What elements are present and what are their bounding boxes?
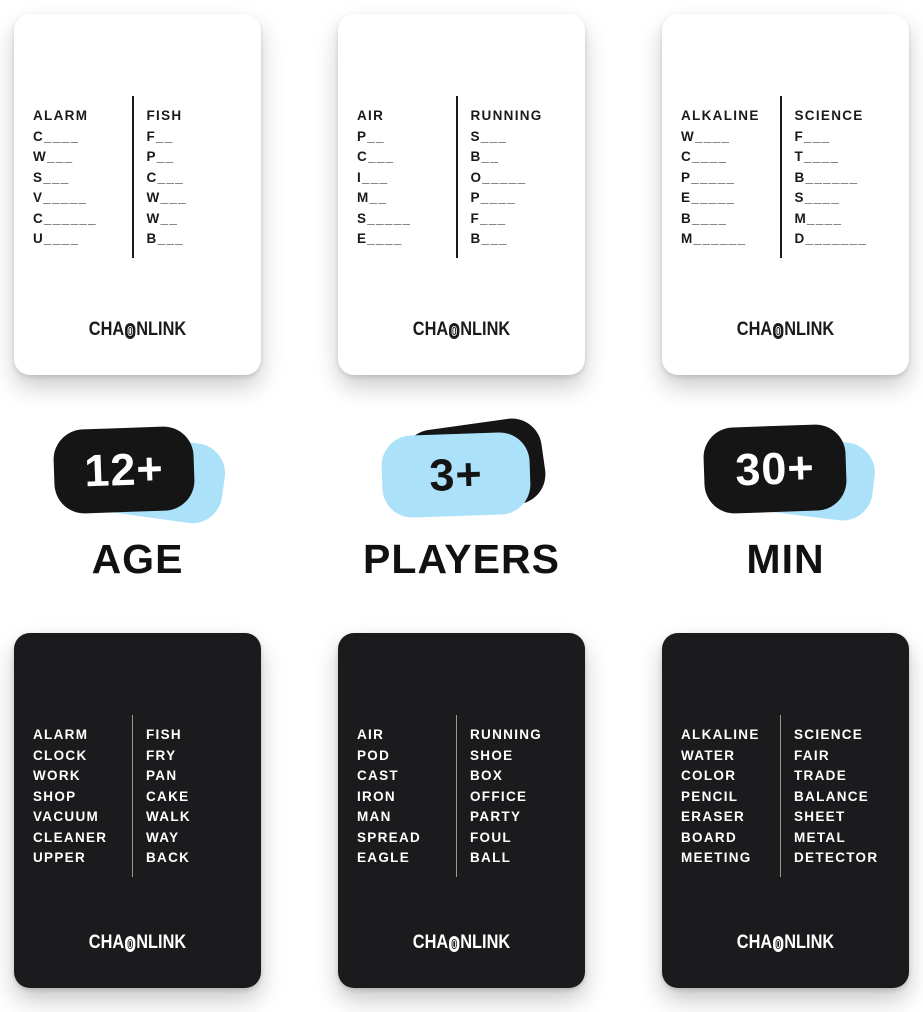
word-line: S_____ [357, 210, 412, 226]
card-left-column [662, 713, 780, 869]
word-line: F__ [146, 128, 174, 144]
word-line: C____ [33, 128, 80, 144]
brand-suffix: NLINK [136, 319, 187, 340]
word-line: WORK [33, 768, 81, 783]
word-line: EAGLE [357, 850, 411, 865]
word-line: DETECTOR [794, 850, 879, 865]
word-line: W__ [146, 210, 179, 226]
word-line: POD [357, 747, 391, 763]
word-line: S____ [794, 190, 841, 205]
brand-prefix: CHA [412, 932, 449, 953]
word-line: W____ [681, 128, 731, 144]
word-line: T____ [794, 149, 840, 164]
word-line: WALK [146, 809, 191, 824]
min-badge [662, 424, 909, 583]
word-line: BACK [146, 850, 191, 865]
word-line: OFFICE [470, 788, 528, 804]
word-line: M____ [794, 210, 843, 226]
age-label: AGE [91, 536, 184, 582]
word-line: C___ [146, 169, 184, 185]
card-columns [14, 94, 261, 258]
players-value: 3+ [427, 448, 484, 501]
word-line: B____ [681, 210, 728, 226]
word-line: WATER [681, 747, 736, 763]
word-line: ALKALINE [681, 727, 760, 742]
chain-link-icon [449, 323, 459, 339]
blue-blob-shape [380, 431, 531, 518]
age-badge-blob [48, 424, 228, 522]
brand-prefix: CHA [736, 932, 773, 953]
word-line: O_____ [470, 169, 527, 185]
brand-logo [31, 319, 243, 341]
word-line: ALARM [33, 108, 89, 123]
brand-suffix: NLINK [784, 319, 835, 340]
word-line: UPPER [33, 850, 87, 865]
chain-link-icon [773, 323, 783, 339]
word-line: D_______ [794, 231, 868, 246]
brand-prefix: CHA [412, 319, 449, 340]
badges-row [14, 424, 909, 583]
word-line: P__ [357, 128, 385, 144]
word-line: B__ [470, 149, 500, 164]
answer-card-alarm-fish [14, 633, 261, 988]
puzzle-card-air-running [338, 14, 585, 375]
word-line: SHOP [33, 788, 77, 804]
word-line: CAKE [146, 788, 190, 804]
word-line: SCIENCE [794, 108, 864, 123]
min-badge-blob [696, 424, 876, 522]
word-line: PARTY [470, 809, 522, 824]
word-line: RUNNING [470, 727, 543, 742]
word-line: I___ [357, 169, 389, 185]
puzzle-card-alarm-fish [14, 14, 261, 375]
word-line: ERASER [681, 809, 746, 824]
word-line: BALL [470, 850, 512, 865]
word-line: F___ [794, 128, 831, 144]
card-columns [662, 713, 909, 877]
word-line: RUNNING [470, 108, 543, 123]
word-line: MAN [357, 809, 392, 824]
players-badge-blob [372, 424, 552, 522]
word-line: S___ [33, 169, 70, 185]
card-right-column [134, 94, 262, 250]
word-line: CLOCK [33, 747, 88, 763]
card-left-column [14, 713, 132, 869]
word-line: V_____ [33, 190, 88, 205]
word-line: C___ [357, 149, 395, 164]
brand-logo [679, 932, 891, 954]
word-line: MEETING [681, 850, 752, 865]
card-right-column [457, 713, 585, 869]
players-label: PLAYERS [363, 536, 560, 582]
word-line: PAN [146, 768, 178, 783]
brand-prefix: CHA [736, 319, 773, 340]
min-value: 30+ [733, 441, 816, 496]
min-label: MIN [746, 536, 825, 582]
brand-prefix: CHA [88, 932, 125, 953]
card-columns [662, 94, 909, 258]
answer-card-air-running [338, 633, 585, 988]
word-line: FAIR [794, 747, 830, 763]
brand-logo [355, 319, 567, 341]
puzzle-card-alkaline-science [662, 14, 909, 375]
card-left-column [14, 94, 132, 250]
word-line: S___ [470, 128, 508, 144]
chain-link-icon [773, 936, 783, 952]
brand-suffix: NLINK [784, 932, 835, 953]
word-line: FISH [146, 727, 182, 742]
answer-card-alkaline-science [662, 633, 909, 988]
card-columns [14, 713, 261, 877]
answer-cards-row [14, 633, 909, 988]
word-line: WAY [146, 829, 180, 845]
word-line: VACUUM [33, 809, 100, 824]
brand-logo [355, 932, 567, 954]
age-value: 12+ [82, 442, 165, 497]
card-left-column [338, 713, 456, 869]
word-line: B______ [794, 169, 859, 185]
word-line: BALANCE [794, 788, 870, 804]
word-line: P_____ [681, 169, 736, 185]
word-line: U____ [33, 231, 80, 246]
word-line: PENCIL [681, 788, 739, 804]
word-line: TRADE [794, 768, 847, 783]
word-line: SPREAD [357, 829, 422, 845]
word-line: C______ [33, 210, 97, 226]
brand-logo [31, 932, 243, 954]
word-line: W___ [146, 190, 187, 205]
word-line: FOUL [470, 829, 512, 845]
word-line: FISH [146, 108, 183, 123]
brand-logo [679, 319, 891, 341]
puzzle-cards-row [14, 14, 909, 375]
word-line: M__ [357, 190, 388, 205]
word-line: P____ [470, 190, 517, 205]
chain-link-icon [449, 936, 459, 952]
card-left-column [662, 94, 780, 250]
card-columns [338, 94, 585, 258]
word-line: AIR [357, 108, 385, 123]
word-line: AIR [357, 727, 385, 742]
word-line: IRON [357, 788, 396, 804]
word-line: B___ [470, 231, 508, 246]
card-left-column [338, 94, 456, 250]
word-line: METAL [794, 829, 846, 845]
brand-prefix: CHA [88, 319, 125, 340]
players-badge [338, 424, 585, 583]
brand-suffix: NLINK [460, 932, 511, 953]
word-line: B___ [146, 231, 184, 246]
word-line: BOX [470, 768, 504, 783]
word-line: CLEANER [33, 829, 108, 845]
word-line: ALARM [33, 727, 89, 742]
word-line: M______ [681, 231, 747, 246]
word-line: SHOE [470, 747, 514, 763]
word-line: SCIENCE [794, 727, 864, 742]
card-right-column [133, 713, 261, 869]
black-blob-shape [52, 426, 195, 515]
brand-suffix: NLINK [460, 319, 511, 340]
word-line: BOARD [681, 829, 737, 845]
word-line: C____ [681, 149, 728, 164]
card-right-column [781, 713, 909, 869]
card-right-column [782, 94, 910, 250]
word-line: FRY [146, 747, 177, 763]
word-line: E_____ [681, 190, 736, 205]
word-line: W___ [33, 149, 74, 164]
word-line: ALKALINE [681, 108, 760, 123]
chain-link-icon [125, 936, 135, 952]
word-line: P__ [146, 149, 175, 164]
word-line: F___ [470, 210, 507, 226]
brand-suffix: NLINK [136, 932, 187, 953]
word-line: E____ [357, 231, 403, 246]
black-blob-shape [702, 424, 847, 515]
word-line: COLOR [681, 768, 737, 783]
word-line: SHEET [794, 809, 846, 824]
card-columns [338, 713, 585, 877]
age-badge [14, 424, 261, 583]
card-right-column [458, 94, 586, 250]
word-line: CAST [357, 768, 399, 783]
chain-link-icon [125, 323, 135, 339]
